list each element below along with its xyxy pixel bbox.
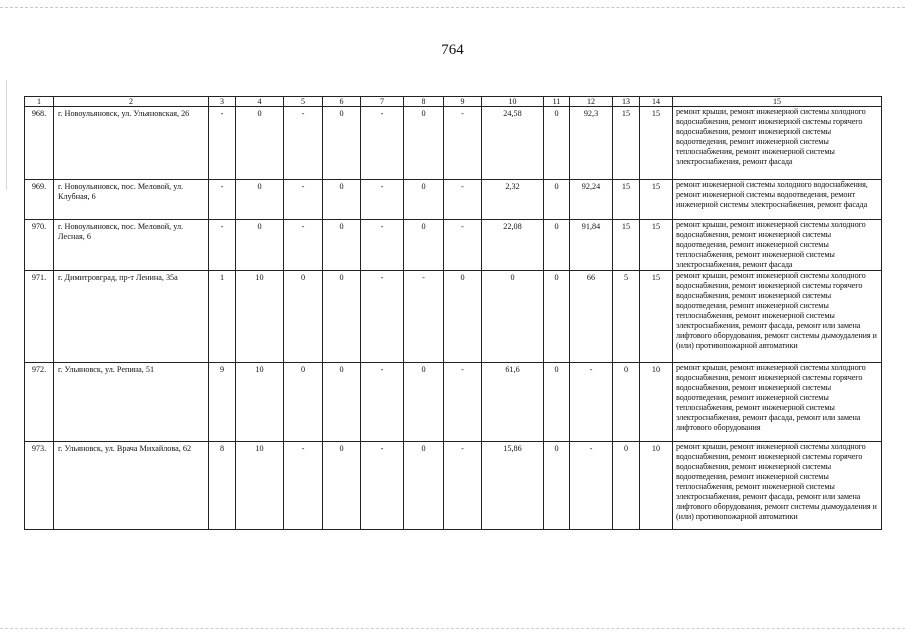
- col-14-cell: 15: [640, 107, 673, 180]
- col-12-cell: 92,3: [570, 107, 613, 180]
- work-types-cell: ремонт инженерной системы холодного водоснабжения, ремонт инженерной системы водоотведения, ремонт инженерной системы электроснабжения, ремонт фасада: [673, 180, 882, 220]
- scan-edge-left: [6, 80, 7, 190]
- col-4-cell: 10: [236, 442, 284, 530]
- col-14-cell: 15: [640, 180, 673, 220]
- col-8-cell: 0: [404, 220, 444, 271]
- row-number-cell: 968.: [25, 107, 54, 180]
- col-5-cell: -: [284, 107, 323, 180]
- col-7-cell: -: [361, 271, 404, 363]
- column-header: 12: [570, 97, 613, 107]
- col-3-cell: 9: [209, 363, 236, 442]
- work-types-cell: ремонт крыши, ремонт инженерной системы холодного водоснабжения, ремонт инженерной системы горячего водоснабжения, ремонт инженерной системы водоотведения, ремонт инженерной системы теплоснабжения, ремонт инженерной системы электроснабжения, ремонт фасада, ремонт или замена лифтового оборудования: [673, 363, 882, 442]
- col-14-cell: 10: [640, 442, 673, 530]
- column-header: 2: [54, 97, 209, 107]
- col-4-cell: 0: [236, 220, 284, 271]
- col-4-cell: 0: [236, 107, 284, 180]
- row-number-cell: 971.: [25, 271, 54, 363]
- row-number-cell: 970.: [25, 220, 54, 271]
- col-3-cell: -: [209, 180, 236, 220]
- work-types-cell: ремонт крыши, ремонт инженерной системы холодного водоснабжения, ремонт инженерной системы горячего водоснабжения, ремонт инженерной системы водоотведения, ремонт инженерной системы теплоснабжения, ремонт инженерной системы электроснабжения, ремонт фасада: [673, 107, 882, 180]
- col-10-cell: 2,32: [482, 180, 544, 220]
- column-header: 10: [482, 97, 544, 107]
- col-9-cell: -: [444, 180, 482, 220]
- col-10-cell: 61,6: [482, 363, 544, 442]
- column-header: 4: [236, 97, 284, 107]
- column-header: 15: [673, 97, 882, 107]
- col-6-cell: 0: [323, 107, 361, 180]
- page-number: 764: [441, 42, 464, 58]
- col-5-cell: -: [284, 220, 323, 271]
- col-5-cell: 0: [284, 271, 323, 363]
- col-12-cell: 91,84: [570, 220, 613, 271]
- address-cell: г. Ульяновск, ул. Врача Михайлова, 62: [54, 442, 209, 530]
- col-13-cell: 15: [613, 107, 640, 180]
- column-header: 11: [544, 97, 570, 107]
- row-number-cell: 973.: [25, 442, 54, 530]
- header-row: [25, 97, 882, 107]
- col-11-cell: 0: [544, 220, 570, 271]
- col-8-cell: 0: [404, 180, 444, 220]
- column-header: 5: [284, 97, 323, 107]
- address-cell: г. Новоульяновск, пос. Меловой, ул. Клубная, 6: [54, 180, 209, 220]
- col-4-cell: 10: [236, 271, 284, 363]
- scan-edge-top: [0, 7, 905, 10]
- col-14-cell: 15: [640, 271, 673, 363]
- address-cell: г. Ульяновск, ул. Репина, 51: [54, 363, 209, 442]
- address-cell: г. Новоульяновск, ул. Ульяновская, 26: [54, 107, 209, 180]
- col-10-cell: 0: [482, 271, 544, 363]
- col-14-cell: 10: [640, 363, 673, 442]
- col-9-cell: -: [444, 220, 482, 271]
- col-6-cell: 0: [323, 271, 361, 363]
- col-11-cell: 0: [544, 271, 570, 363]
- table-row: [25, 271, 882, 363]
- col-7-cell: -: [361, 442, 404, 530]
- col-14-cell: 15: [640, 220, 673, 271]
- column-header: 9: [444, 97, 482, 107]
- column-header: 6: [323, 97, 361, 107]
- col-11-cell: 0: [544, 442, 570, 530]
- col-11-cell: 0: [544, 107, 570, 180]
- col-5-cell: -: [284, 442, 323, 530]
- col-7-cell: -: [361, 107, 404, 180]
- col-10-cell: 22,08: [482, 220, 544, 271]
- col-3-cell: -: [209, 107, 236, 180]
- address-cell: г. Новоульяновск, пос. Меловой, ул. Лесная, 6: [54, 220, 209, 271]
- col-8-cell: -: [404, 271, 444, 363]
- col-8-cell: 0: [404, 363, 444, 442]
- col-13-cell: 15: [613, 220, 640, 271]
- col-3-cell: -: [209, 220, 236, 271]
- col-3-cell: 1: [209, 271, 236, 363]
- column-header: 7: [361, 97, 404, 107]
- col-6-cell: 0: [323, 180, 361, 220]
- col-3-cell: 8: [209, 442, 236, 530]
- table-row: [25, 363, 882, 442]
- col-9-cell: -: [444, 107, 482, 180]
- col-9-cell: 0: [444, 271, 482, 363]
- work-types-cell: ремонт крыши, ремонт инженерной системы холодного водоснабжения, ремонт инженерной системы горячего водоснабжения, ремонт инженерной системы водоотведения, ремонт инженерной системы теплоснабжения, ремонт инженерной системы электроснабжения, ремонт фасада, ремонт или замена лифтового оборудования, ремонт системы дымоудаления и (или) противопожарной автоматики: [673, 442, 882, 530]
- col-5-cell: 0: [284, 363, 323, 442]
- col-13-cell: 0: [613, 442, 640, 530]
- col-4-cell: 10: [236, 363, 284, 442]
- col-7-cell: -: [361, 220, 404, 271]
- col-6-cell: 0: [323, 442, 361, 530]
- col-12-cell: -: [570, 363, 613, 442]
- col-13-cell: 5: [613, 271, 640, 363]
- col-11-cell: 0: [544, 363, 570, 442]
- col-9-cell: -: [444, 363, 482, 442]
- column-header: 3: [209, 97, 236, 107]
- column-header: 1: [25, 97, 54, 107]
- col-12-cell: 66: [570, 271, 613, 363]
- scan-edge-bottom: [0, 628, 905, 631]
- column-header: 8: [404, 97, 444, 107]
- col-8-cell: 0: [404, 107, 444, 180]
- col-12-cell: 92,24: [570, 180, 613, 220]
- col-11-cell: 0: [544, 180, 570, 220]
- work-types-cell: ремонт крыши, ремонт инженерной системы холодного водоснабжения, ремонт инженерной системы водоотведения, ремонт инженерной системы теплоснабжения, ремонт инженерной системы электроснабжения, ремонт фасада: [673, 220, 882, 271]
- col-7-cell: -: [361, 180, 404, 220]
- address-cell: г. Димитровград, пр-т Ленина, 35а: [54, 271, 209, 363]
- table-row: [25, 180, 882, 220]
- column-header: 14: [640, 97, 673, 107]
- table-row: [25, 220, 882, 271]
- work-types-cell: ремонт крыши, ремонт инженерной системы холодного водоснабжения, ремонт инженерной системы горячего водоснабжения, ремонт инженерной системы водоотведения, ремонт инженерной системы теплоснабжения, ремонт инженерной системы электроснабжения, ремонт фасада, ремонт или замена лифтового оборудования, ремонт системы дымоудаления и (или) противопожарной автоматики: [673, 271, 882, 363]
- col-10-cell: 24,58: [482, 107, 544, 180]
- table-row: [25, 442, 882, 530]
- col-10-cell: 15,86: [482, 442, 544, 530]
- row-number-cell: 972.: [25, 363, 54, 442]
- col-8-cell: 0: [404, 442, 444, 530]
- col-13-cell: 0: [613, 363, 640, 442]
- col-9-cell: -: [444, 442, 482, 530]
- col-5-cell: -: [284, 180, 323, 220]
- data-table: [24, 96, 882, 530]
- col-13-cell: 15: [613, 180, 640, 220]
- row-number-cell: 969.: [25, 180, 54, 220]
- col-6-cell: 0: [323, 363, 361, 442]
- column-header: 13: [613, 97, 640, 107]
- col-12-cell: -: [570, 442, 613, 530]
- col-4-cell: 0: [236, 180, 284, 220]
- table-row: [25, 107, 882, 180]
- col-7-cell: -: [361, 363, 404, 442]
- col-6-cell: 0: [323, 220, 361, 271]
